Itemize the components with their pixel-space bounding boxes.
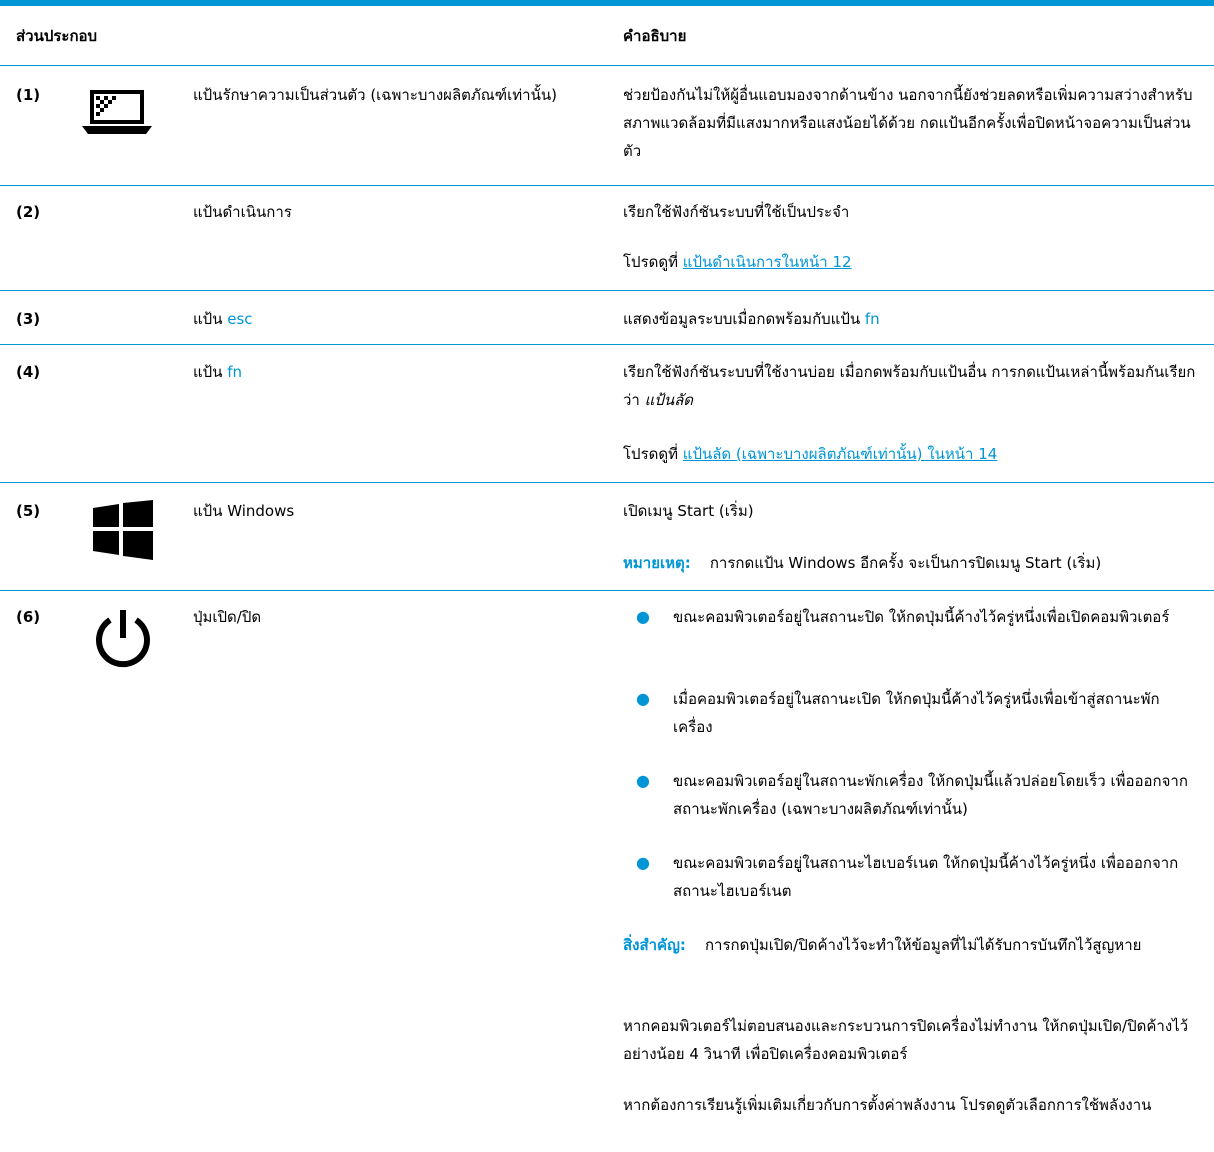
italic-term: แป้นลัด: [644, 391, 694, 409]
important-notice: [623, 931, 1198, 959]
cross-reference: [623, 248, 1198, 276]
row-number: (3): [16, 310, 41, 328]
reference-link[interactable]: แป้นดำเนินการในหน้า 12: [682, 253, 852, 271]
key-name: fn: [864, 310, 880, 328]
row-description: [623, 305, 1198, 333]
list-item: ขณะคอมพิวเตอร์อยู่ในสถานะไฮเบอร์เนต ให้กดปุ่มนี้ค้างไว้ครู่หนึ่ง เพื่อออกจากสถานะไฮเบอร์เนต: [673, 854, 1179, 900]
row-name: ปุ่มเปิด/ปิด: [193, 608, 262, 626]
privacy-screen-laptop-icon: [80, 86, 154, 145]
name-prefix: แป้น: [193, 310, 228, 328]
note-label: หมายเหตุ:: [623, 554, 691, 572]
key-name: fn: [227, 363, 243, 381]
key-name: esc: [227, 310, 253, 328]
row-description: ช่วยป้องกันไม่ให้ผู้อื่นแอบมองจากด้านข้าง นอกจากนี้ยังช่วยลดหรือเพิ่มความสว่างสำหรับสภาพแวดล้อมที่มีแสงมากหรือแสงน้อยได้ด้วย กดแป้นอีกครั้งเพื่อปิดหน้าจอความเป็นส่วนตัว: [623, 86, 1193, 160]
row-name: [193, 305, 603, 333]
row-divider: [0, 290, 1214, 291]
column-header-component: ส่วนประกอบ: [16, 27, 98, 45]
row-divider: [0, 185, 1214, 186]
row-name: แป้น Windows: [193, 502, 295, 520]
row-name: แป้นดำเนินการ: [193, 203, 292, 221]
bullet-icon: ●: [636, 853, 650, 872]
row-description: [623, 358, 1198, 414]
description-prefix: เรียกใช้ฟังก์ชันระบบที่ใช้งานบ่อย เมื่อกดพร้อมกับแป้นอื่น การกดแป้นเหล่านี้พร้อมกันเรียกว่า: [623, 363, 1196, 409]
name-prefix: แป้น: [193, 363, 228, 381]
bullet-icon: ●: [636, 771, 650, 790]
row-number: (4): [16, 363, 41, 381]
row-number: (2): [16, 203, 41, 221]
paragraph: หากคอมพิวเตอร์ไม่ตอบสนองและกระบวนการปิดเครื่องไม่ทำงาน ให้กดปุ่มเปิด/ปิดค้างไว้อย่างน้อย 4 วินาที เพื่อปิดเครื่องคอมพิวเตอร์: [623, 1017, 1189, 1063]
bullet-icon: ●: [636, 607, 650, 626]
paragraph: หากต้องการเรียนรู้เพิ่มเติมเกี่ยวกับการตั้งค่าพลังงาน โปรดดูตัวเลือกการใช้พลังงาน: [623, 1096, 1152, 1114]
row-divider: [0, 590, 1214, 591]
row-number: (1): [16, 86, 41, 104]
row-divider: [0, 344, 1214, 345]
reference-link[interactable]: แป้นลัด (เฉพาะบางผลิตภัณฑ์เท่านั้น) ในหน้า 14: [682, 445, 998, 463]
row-name: [193, 358, 603, 386]
row-name: แป้นรักษาความเป็นส่วนตัว (เฉพาะบางผลิตภัณฑ์เท่านั้น): [193, 86, 557, 104]
row-divider: [0, 482, 1214, 483]
power-icon: [92, 608, 154, 679]
list-item: ขณะคอมพิวเตอร์อยู่ในสถานะปิด ให้กดปุ่มนี้ค้างไว้ครู่หนึ่งเพื่อเปิดคอมพิวเตอร์: [673, 608, 1170, 626]
note-text: การกดแป้น Windows อีกครั้ง จะเป็นการปิดเมนู Start (เริ่ม): [709, 554, 1102, 572]
header-divider: [0, 65, 1214, 66]
bullet-icon: ●: [636, 689, 650, 708]
list-item: เมื่อคอมพิวเตอร์อยู่ในสถานะเปิด ให้กดปุ่มนี้ค้างไว้ครู่หนึ่งเพื่อเข้าสู่สถานะพักเครื่อง: [673, 690, 1160, 736]
reference-prefix: โปรดดูที่: [623, 445, 683, 463]
note: [623, 549, 1198, 577]
windows-logo-icon: [93, 500, 153, 569]
list-item: ขณะคอมพิวเตอร์อยู่ในสถานะพักเครื่อง ให้กดปุ่มนี้แล้วปล่อยโดยเร็ว เพื่อออกจากสถานะพักเครื่อง (เฉพาะบางผลิตภัณฑ์เท่านั้น): [673, 772, 1188, 818]
row-number: (5): [16, 502, 41, 520]
row-description: เรียกใช้ฟังก์ชันระบบที่ใช้เป็นประจำ: [623, 203, 850, 221]
cross-reference: [623, 440, 1198, 468]
top-accent-bar: [0, 0, 1214, 6]
row-description: เปิดเมนู Start (เริ่ม): [623, 502, 754, 520]
row-number: (6): [16, 608, 41, 626]
important-label: สิ่งสำคัญ:: [623, 936, 686, 954]
important-text: การกดปุ่มเปิด/ปิดค้างไว้จะทำให้ข้อมูลที่ไม่ได้รับการบันทึกไว้สูญหาย: [704, 936, 1142, 954]
description-prefix: แสดงข้อมูลระบบเมื่อกดพร้อมกับแป้น: [623, 310, 865, 328]
column-header-description: คำอธิบาย: [623, 27, 687, 45]
reference-prefix: โปรดดูที่: [623, 253, 683, 271]
